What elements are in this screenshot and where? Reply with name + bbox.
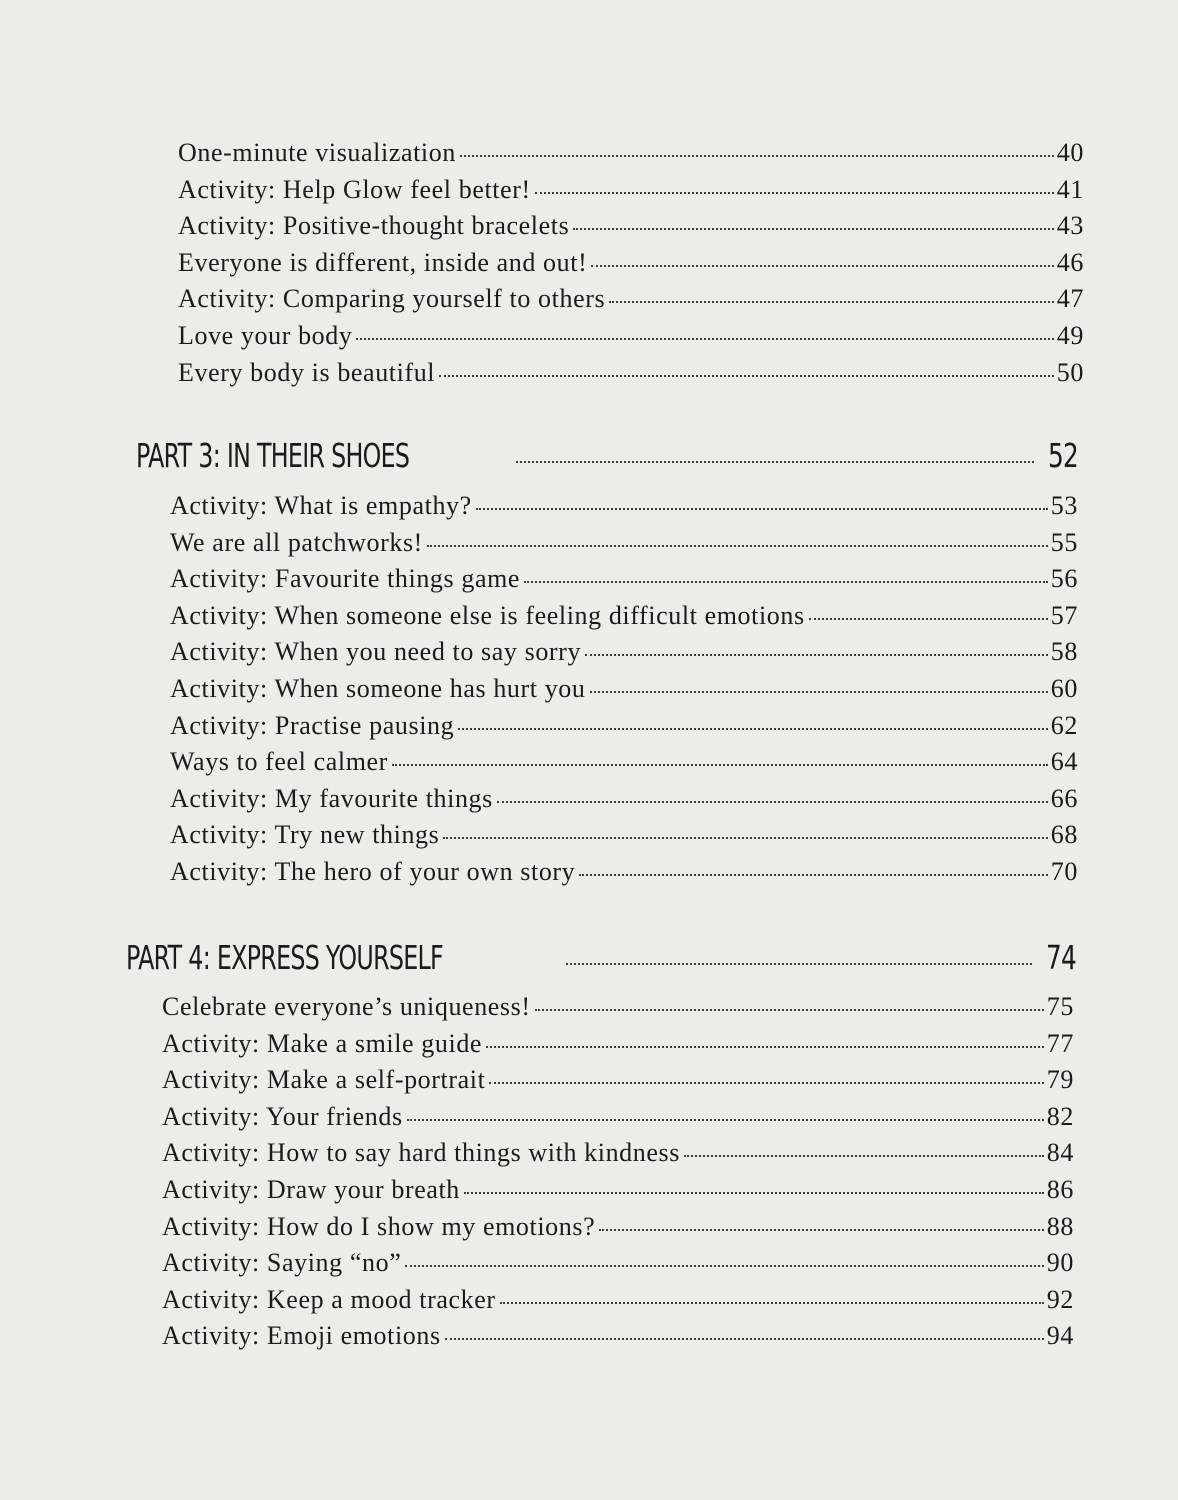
part-heading-title: PART 3: IN THEIR SHOES xyxy=(136,436,410,475)
toc-entry-title: Everyone is different, inside and out! xyxy=(178,247,588,277)
dot-leader xyxy=(443,837,1047,839)
toc-entry-title: Activity: Practise pausing xyxy=(170,710,455,740)
toc-entry-title: Activity: When someone has hurt you xyxy=(170,673,586,703)
toc-entry[interactable] xyxy=(178,175,1084,212)
toc-entry-title: Activity: Your friends xyxy=(162,1101,403,1131)
toc-entry-page: 70 xyxy=(1050,856,1078,886)
toc-entry[interactable] xyxy=(170,637,1078,674)
dot-leader xyxy=(524,581,1048,583)
toc-entry-title: Activity: What is empathy? xyxy=(170,491,472,520)
dot-leader xyxy=(591,265,1053,267)
dot-leader xyxy=(566,963,1032,965)
toc-entry-title: Activity: How do I show my emotions? xyxy=(162,1211,596,1241)
toc-entry[interactable] xyxy=(178,138,1084,175)
toc-entry[interactable] xyxy=(170,601,1078,638)
toc-entry[interactable] xyxy=(162,1248,1074,1285)
toc-entry-page: 50 xyxy=(1056,357,1084,387)
toc-entry[interactable] xyxy=(178,358,1084,395)
toc-entry-page: 55 xyxy=(1050,527,1078,557)
dot-leader xyxy=(535,1009,1044,1011)
toc-entry[interactable] xyxy=(162,1175,1074,1212)
toc-entry-title: Celebrate everyone’s uniqueness! xyxy=(162,992,531,1021)
dot-leader xyxy=(590,691,1048,693)
toc-entry-title: Activity: Positive-thought bracelets xyxy=(178,211,570,241)
toc-entry[interactable] xyxy=(162,992,1074,1029)
toc-entry[interactable] xyxy=(162,1065,1074,1102)
toc-entry-title: Activity: Comparing yourself to others xyxy=(178,284,606,314)
toc-entry-title: Ways to feel calmer xyxy=(170,747,388,777)
toc-entry[interactable] xyxy=(170,491,1078,528)
toc-entry-title: One-minute visualization xyxy=(178,138,456,167)
toc-entry[interactable] xyxy=(178,211,1084,248)
toc-section-top xyxy=(178,138,1084,394)
toc-entry-page: 92 xyxy=(1046,1284,1074,1314)
toc-entry[interactable] xyxy=(178,248,1084,285)
toc-entry-title: Activity: Try new things xyxy=(170,820,440,850)
dot-leader xyxy=(445,1338,1044,1340)
toc-entry-page: 75 xyxy=(1046,992,1074,1021)
part-heading-4[interactable] xyxy=(126,938,1076,977)
toc-entry-title: Every body is beautiful xyxy=(178,357,436,387)
toc-entry-page: 68 xyxy=(1050,820,1078,850)
toc-entry[interactable] xyxy=(162,1212,1074,1249)
toc-entry[interactable] xyxy=(170,820,1078,857)
dot-leader xyxy=(684,1155,1044,1157)
toc-entry-page: 66 xyxy=(1050,783,1078,813)
dot-leader xyxy=(497,801,1048,803)
dot-leader xyxy=(464,1192,1044,1194)
toc-entry-title: Activity: Make a self-portrait xyxy=(162,1065,486,1095)
toc-entry[interactable] xyxy=(170,747,1078,784)
toc-entry[interactable] xyxy=(162,1321,1074,1358)
toc-entry-title: Activity: Saying “no” xyxy=(162,1248,402,1278)
toc-entry-page: 53 xyxy=(1050,491,1078,520)
toc-entry[interactable] xyxy=(170,711,1078,748)
toc-entry-page: 41 xyxy=(1056,174,1084,204)
toc-entry[interactable] xyxy=(170,564,1078,601)
toc-entry-page: 86 xyxy=(1046,1174,1074,1204)
dot-leader xyxy=(573,228,1053,230)
dot-leader xyxy=(427,545,1048,547)
dot-leader xyxy=(460,155,1054,157)
part-heading-3[interactable] xyxy=(136,436,1078,475)
toc-entry-title: Activity: Keep a mood tracker xyxy=(162,1284,496,1314)
toc-entry-page: 84 xyxy=(1046,1138,1074,1168)
toc-entry-title: Love your body xyxy=(178,320,353,350)
dot-leader xyxy=(609,301,1054,303)
toc-entry-title: Activity: Favourite things game xyxy=(170,564,521,594)
toc-entry[interactable] xyxy=(170,784,1078,821)
toc-entry-title: Activity: The hero of your own story xyxy=(170,856,576,886)
toc-entry[interactable] xyxy=(162,1102,1074,1139)
dot-leader xyxy=(516,461,1034,463)
toc-entry-page: 77 xyxy=(1046,1028,1074,1058)
toc-entry-title: Activity: My favourite things xyxy=(170,783,493,813)
toc-entry[interactable] xyxy=(170,857,1078,894)
toc-entry-page: 88 xyxy=(1046,1211,1074,1241)
toc-entry-page: 60 xyxy=(1050,673,1078,703)
toc-entry-title: Activity: Emoji emotions xyxy=(162,1321,441,1351)
dot-leader xyxy=(392,764,1048,766)
toc-entry[interactable] xyxy=(162,1029,1074,1066)
toc-entry-title: We are all patchworks! xyxy=(170,527,423,557)
part-heading-page: 74 xyxy=(1046,938,1076,977)
part-heading-title: PART 4: EXPRESS YOURSELF xyxy=(126,938,443,977)
dot-leader xyxy=(405,1265,1043,1267)
dot-leader xyxy=(439,375,1054,377)
toc-entry-page: 94 xyxy=(1046,1321,1074,1351)
toc-entry-page: 90 xyxy=(1046,1248,1074,1278)
toc-entry[interactable] xyxy=(170,528,1078,565)
toc-entry-page: 64 xyxy=(1050,747,1078,777)
toc-entry[interactable] xyxy=(170,674,1078,711)
toc-entry-page: 43 xyxy=(1056,211,1084,241)
toc-entry-page: 46 xyxy=(1056,247,1084,277)
toc-entry[interactable] xyxy=(178,284,1084,321)
part-heading-page: 52 xyxy=(1048,436,1078,475)
toc-entry[interactable] xyxy=(162,1285,1074,1322)
dot-leader xyxy=(489,1082,1043,1084)
toc-entry-page: 49 xyxy=(1056,320,1084,350)
dot-leader xyxy=(535,192,1054,194)
toc-entry-page: 47 xyxy=(1056,284,1084,314)
dot-leader xyxy=(476,508,1048,510)
dot-leader xyxy=(585,654,1048,656)
toc-entry-page: 82 xyxy=(1046,1101,1074,1131)
toc-entry-page: 40 xyxy=(1056,138,1084,167)
dot-leader xyxy=(599,1229,1044,1231)
dot-leader xyxy=(486,1046,1044,1048)
toc-entry-page: 57 xyxy=(1050,600,1078,630)
toc-entry[interactable] xyxy=(162,1138,1074,1175)
toc-entry-title: Activity: Help Glow feel better! xyxy=(178,174,531,204)
toc-section-part4 xyxy=(162,992,1074,1358)
dot-leader xyxy=(407,1119,1044,1121)
toc-entry-page: 79 xyxy=(1046,1065,1074,1095)
dot-leader xyxy=(500,1302,1044,1304)
toc-entry-page: 56 xyxy=(1050,564,1078,594)
toc-entry[interactable] xyxy=(178,321,1084,358)
toc-entry-title: Activity: When someone else is feeling difficult emotions xyxy=(170,600,805,630)
toc-entry-page: 62 xyxy=(1050,710,1078,740)
dot-leader xyxy=(579,874,1048,876)
dot-leader xyxy=(809,618,1048,620)
toc-entry-title: Activity: Make a smile guide xyxy=(162,1028,483,1058)
toc-entry-title: Activity: When you need to say sorry xyxy=(170,637,582,667)
toc-entry-page: 58 xyxy=(1050,637,1078,667)
toc-entry-title: Activity: Draw your breath xyxy=(162,1174,460,1204)
toc-section-part3 xyxy=(170,491,1078,894)
toc-entry-title: Activity: How to say hard things with kindness xyxy=(162,1138,680,1168)
dot-leader xyxy=(458,728,1048,730)
dot-leader xyxy=(356,338,1053,340)
